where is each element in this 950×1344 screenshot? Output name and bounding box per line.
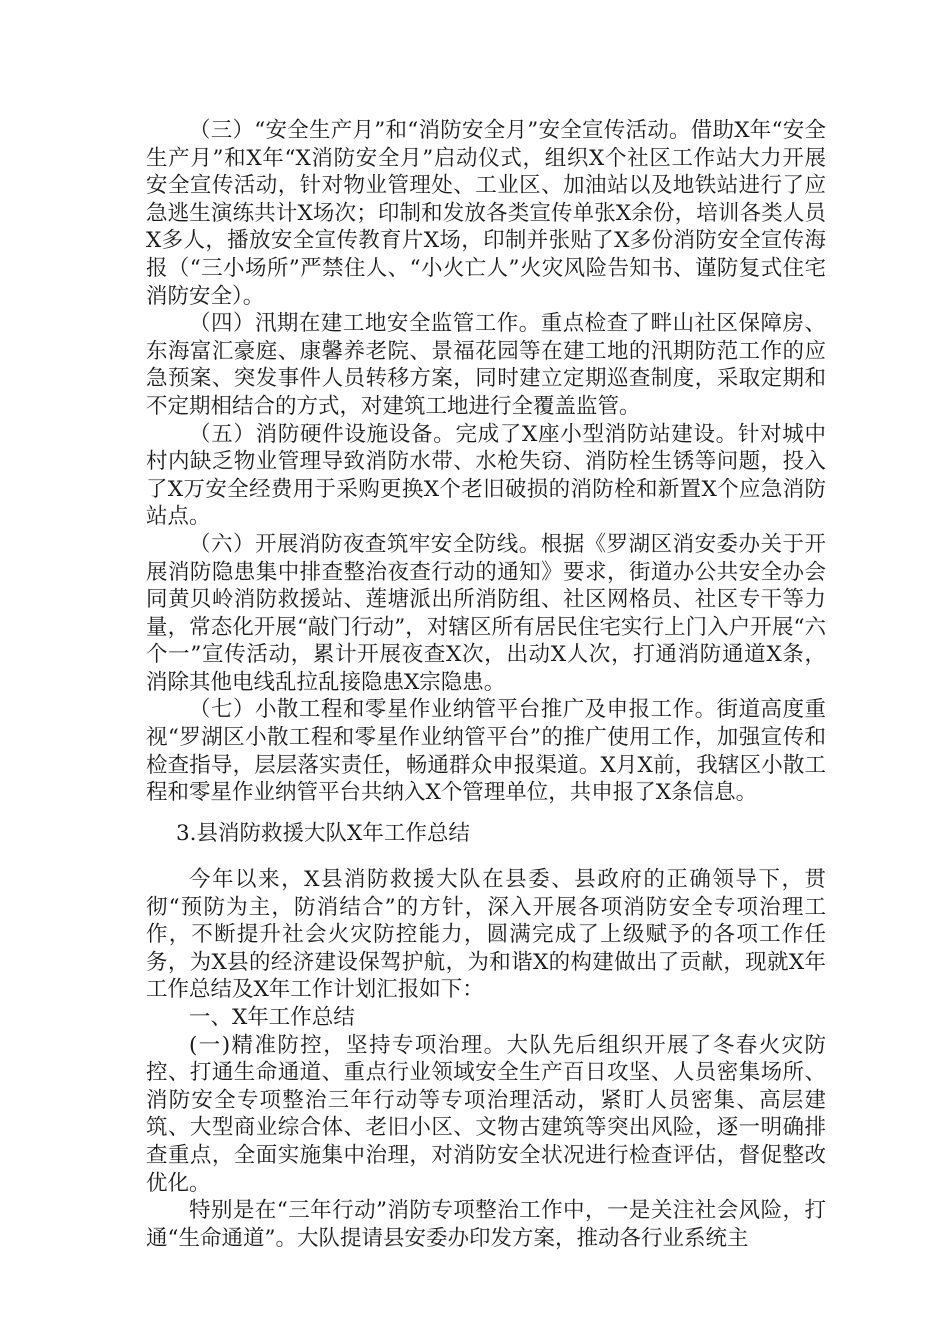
section-one-body: [146, 117, 826, 807]
paragraph-precise-prevention: (一)精准防控，坚持专项治理。大队先后组织开展了冬春火灾防控、打通生命通道、重点行业领域安全生产百日攻坚、人员密集场所、消防安全专项整治三年行动等专项治理活动，紧盯人员密集、高层建筑、大型商业综合体、老旧小区、文物古建筑等突出风险，逐一明确排查重点，全面实施集中治理，对消防安全状况进行检查评估，督促整改优化。: [146, 1032, 826, 1196]
paragraph-flood-season-sites: （四）汛期在建工地安全监管工作。重点检查了畔山社区保障房、东海富汇豪庭、康馨养老院、景福花园等在建工地的汛期防范工作的应急预案、突发事件人员转移方案，同时建立定期巡查制度，采取定期和不定期相结合的方式，对建筑工地进行全覆盖监管。: [146, 311, 826, 419]
paragraph-three-year-action: 特别是在“三年行动”消防专项整治工作中，一是关注社会风险，打通“生命通道”。大队提请县安委办印发方案，推动各行业系统主: [146, 1198, 826, 1251]
section-heading: 3.县消防救援大队X年工作总结: [176, 821, 470, 846]
section-two-body: [146, 866, 826, 1252]
paragraph-safety-month: （三）“安全生产月”和“消防安全月”安全宣传活动。借助X年“安全生产月”和X年“X消防安全月”启动仪式，组织X个社区工作站大力开展安全宣传活动，针对物业管理处、工业区、加油站以及地铁站进行了应急逃生演练共计X场次；印制和发放各类宣传单张X余份，培训各类人员X多人，播放安全宣传教育片X场，印制并张贴了X多份消防安全宣传海报（“三小场所”严禁住人、“小火亡人”火灾风险告知书、谨防复式住宅消防安全）。: [146, 118, 826, 309]
paragraph-fire-hardware: （五）消防硬件设施设备。完成了X座小型消防站建设。针对城中村内缺乏物业管理导致消防水带、水枪失窃、消防栓生锈等问题，投入了X万安全经费用于采购更换X个老旧破损的消防栓和新置X个应急消防站点。: [146, 421, 826, 530]
paragraph-night-inspection: （六）开展消防夜查筑牢安全防线。根据《罗湖区消安委办关于开展消防隐患集中排查整治夜查行动的通知》要求，街道办公共安全办会同黄贝岭消防救援站、莲塘派出所消防组、社区网格员、社区专干等力量，常态化开展“敲门行动”，对辖区所有居民住宅实行上门入户开展“六个一”宣传活动，累计开展夜查X次，出动X人次，打通消防通道X条，消除其他电线乱拉乱接隐患X宗隐患。: [146, 531, 826, 695]
subheading-annual-summary: 一、X年工作总结: [189, 1004, 355, 1030]
paragraph-intro: 今年以来，X县消防救援大队在县委、县政府的正确领导下，贯彻“预防为主，防消结合”的方针，深入开展各项消防安全专项治理工作，不断提升社会火灾防控能力，圆满完成了上级赋予的各项工作任务，为X县的经济建设保驾护航，为和谐X的构建做出了贡献，现就X年工作总结及X年工作计划汇报如下：: [146, 867, 826, 1003]
paragraph-small-projects-platform: （七）小散工程和零星作业纳管平台推广及申报工作。街道高度重视“罗湖区小散工程和零星作业纳管平台”的推广使用工作，加强宣传和检查指导，层层落实责任，畅通群众申报渠道。X月X前，我辖区小散工程和零星作业纳管平台共纳入X个管理单位，共申报了X条信息。: [146, 697, 826, 806]
